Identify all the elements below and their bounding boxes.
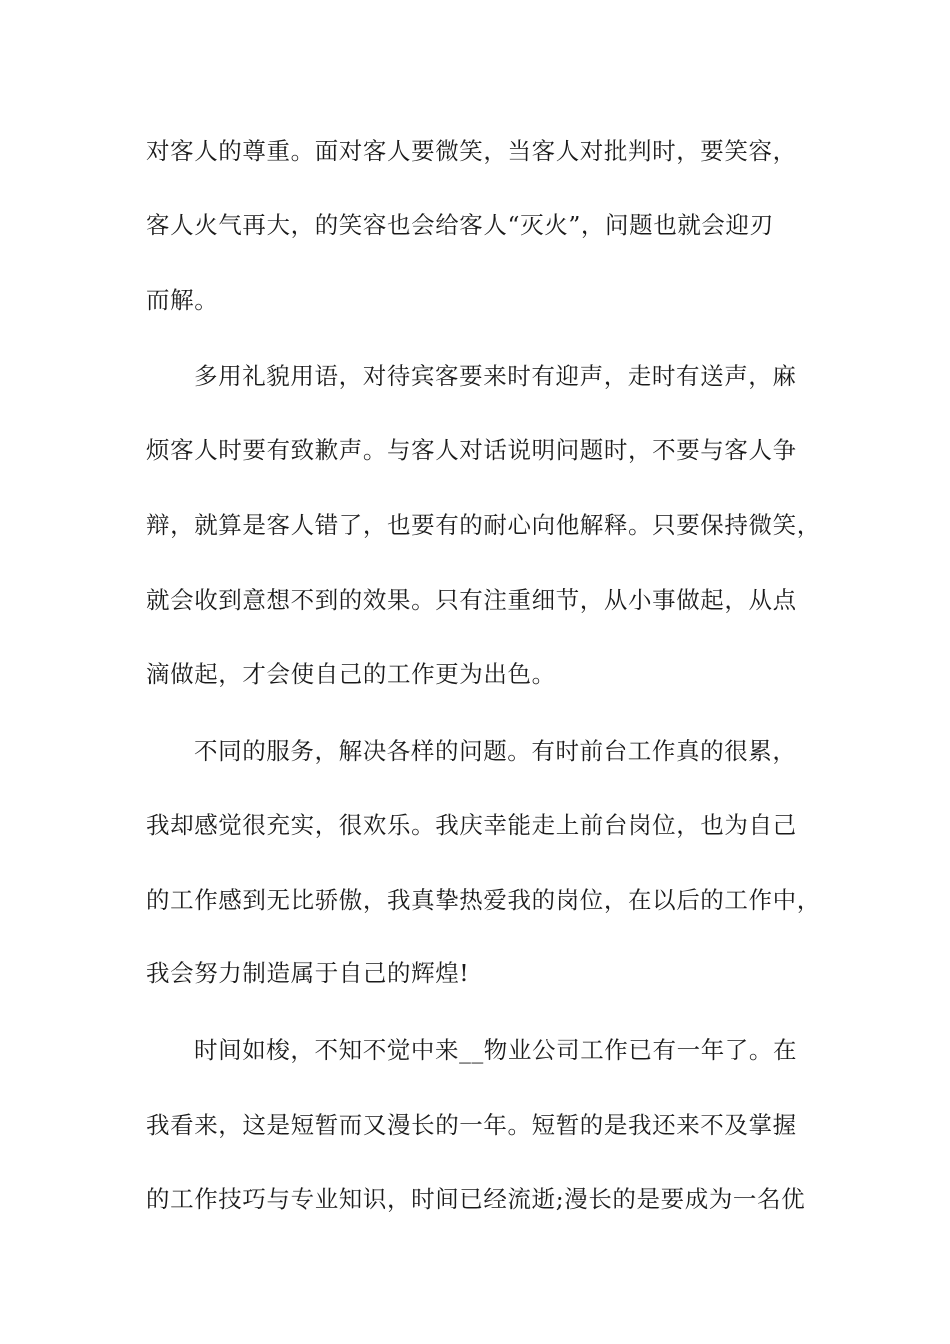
text-line-3: 而解。 [146,286,219,314]
text-line-2: 客人火气再大，的笑容也会给客人“灭火”，问题也就会迎刃 [146,211,774,239]
text-line-14: 我看来，这是短暂而又漫长的一年。短暂的是我还来不及掌握 [146,1111,797,1139]
paragraph-start-line-4: 多用礼貌用语，对待宾客要来时有迎声，走时有送声，麻 [194,362,797,390]
text-line-6: 辩，就算是客人错了，也要有的耐心向他解释。只要保持微笑， [146,511,821,539]
text-line-5: 烦客人时要有致歉声。与客人对话说明问题时，不要与客人争 [146,436,797,464]
text-line-1: 对客人的尊重。面对客人要微笑，当客人对批判时，要笑容， [146,137,797,165]
text-line-12: 我会努力制造属于自己的辉煌! [146,959,470,987]
text-line-15: 的工作技巧与专业知识，时间已经流逝;漫长的是要成为一名优 [146,1185,806,1213]
paragraph-start-line-9: 不同的服务，解决各样的问题。有时前台工作真的很累， [194,737,797,765]
text-line-8: 滴做起，才会使自己的工作更为出色。 [146,660,556,688]
text-line-11: 的工作感到无比骄傲，我真挚热爱我的岗位，在以后的工作中， [146,886,821,914]
text-line-7: 就会收到意想不到的效果。只有注重细节，从小事做起，从点 [146,586,797,614]
paragraph-start-line-13: 时间如梭，不知不觉中来__物业公司工作已有一年了。在 [194,1036,798,1064]
text-line-10: 我却感觉很充实，很欢乐。我庆幸能走上前台岗位，也为自己 [146,811,797,839]
